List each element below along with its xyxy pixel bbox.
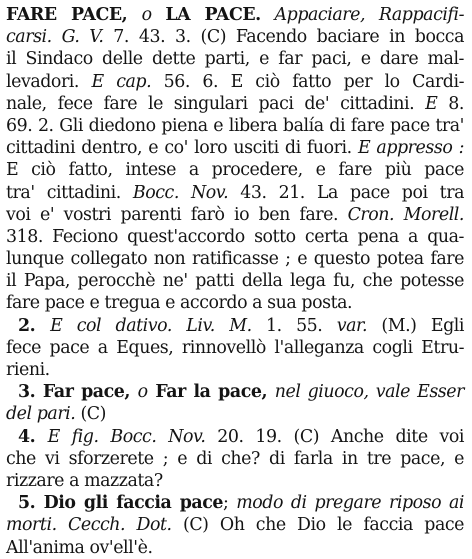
italic-run: E appresso : xyxy=(357,138,464,159)
italic-run: del pari. xyxy=(6,404,76,425)
text-line xyxy=(6,292,464,314)
headword-run: Far la pace, xyxy=(147,382,275,403)
text-run: rieni. xyxy=(6,360,50,380)
text-run: (C) Oh che Dio le faccia pace xyxy=(171,515,464,536)
text-run: cittadini dentro, e co' loro usciti di fuori. xyxy=(6,138,358,159)
headword-run: 5. Dio gli faccia pace xyxy=(18,493,224,514)
text-run: il Papa, perocchè ne' patti della lega fu, che potesse xyxy=(6,271,464,292)
text-line xyxy=(6,381,464,403)
text-line xyxy=(6,4,464,26)
text-line xyxy=(6,315,464,337)
text-run: levadori. xyxy=(6,71,92,92)
text-line xyxy=(6,537,464,559)
headword-run: FARE PACE, xyxy=(6,5,142,25)
text-line xyxy=(6,93,464,115)
text-run: il Sindaco delle dette parti, e far paci, e dare mal- xyxy=(6,49,464,70)
text-line xyxy=(6,514,464,536)
headword-run: 3. Far pace, xyxy=(18,382,138,403)
text-line xyxy=(6,204,464,226)
text-run: 318. Feciono quest'accordo sotto certa pena a qua- xyxy=(6,226,464,247)
text-run: ; xyxy=(223,493,237,514)
text-line xyxy=(6,48,464,70)
text-run: 43. 21. La pace poi tra xyxy=(228,182,464,203)
italic-run: var. xyxy=(336,315,368,336)
text-run: 56. 6. E ciò fatto per lo Cardi- xyxy=(151,71,464,92)
text-run: nale, fece fare le singulari paci de' cittadini. xyxy=(6,93,426,114)
text-run: che vi sforzerete ; e di che? di farla in tre pace, e xyxy=(6,448,464,469)
italic-run: nel giuoco, vale Esser xyxy=(274,382,464,403)
headword-run: 4. xyxy=(18,426,48,447)
text-line xyxy=(6,26,464,48)
italic-run: E col dativo. Liv. M. xyxy=(50,315,252,336)
italic-run: morti. Cecch. Dot. xyxy=(6,515,172,536)
text-run: fece pace a Eques, rinnovellò l'alleganza cogli Etru- xyxy=(6,337,464,358)
text-line xyxy=(6,492,464,514)
text-run: 1. 55. xyxy=(251,315,337,336)
text-run: fare pace e tregua e accordo a sua posta. xyxy=(6,293,353,314)
italic-run: Appaciare, Rappacifi- xyxy=(260,5,464,25)
text-run: 20. 19. (C) Anche dite voi xyxy=(205,426,464,447)
text-line xyxy=(6,115,464,137)
text-run: All'anima ov'ell'è. xyxy=(6,537,153,558)
text-run: voi e' vostri parenti farò io ben fare. xyxy=(6,204,348,225)
italic-run: E xyxy=(425,93,438,114)
text-run: lunque collegato non ratificasse ; e questo potea fare xyxy=(6,249,464,270)
text-line xyxy=(6,337,464,359)
italic-run: o xyxy=(137,382,148,403)
text-line xyxy=(6,448,464,470)
text-line xyxy=(6,226,464,248)
text-run: 69. 2. Gli diedono piena e libera balía di fare pace tra' xyxy=(6,115,464,136)
italic-run: Bocc. Nov. xyxy=(132,182,229,203)
text-line xyxy=(6,71,464,93)
text-run: rizzare a mazzata? xyxy=(6,470,163,491)
text-run: (C) xyxy=(75,404,106,425)
italic-run: Cron. Morell. xyxy=(347,204,465,225)
text-run: E ciò fatto, intese a procedere, e fare più pace xyxy=(6,160,464,181)
text-line xyxy=(6,403,464,425)
italic-run: o xyxy=(141,5,152,25)
text-line xyxy=(6,159,464,181)
text-run: 7. 43. 3. (C) Facendo baciare in bocca xyxy=(103,27,465,48)
text-run: 8. xyxy=(437,93,464,114)
headword-run: LA PACE. xyxy=(165,5,261,25)
text-line xyxy=(6,426,464,448)
italic-run: E cap. xyxy=(91,71,152,92)
text-run: (M.) Egli xyxy=(367,315,465,336)
italic-run: carsi. G. V. xyxy=(6,27,104,48)
text-line xyxy=(6,359,464,381)
text-line xyxy=(6,270,464,292)
text-run xyxy=(152,5,166,25)
italic-run: E fig. Bocc. Nov. xyxy=(47,426,206,447)
italic-run: modo di pregare riposo ai xyxy=(236,493,465,514)
text-line xyxy=(6,137,464,159)
text-line xyxy=(6,470,464,492)
text-run: tra' cittadini. xyxy=(6,182,133,203)
headword-run: 2. xyxy=(18,315,51,336)
text-line xyxy=(6,182,464,204)
text-line xyxy=(6,248,464,270)
